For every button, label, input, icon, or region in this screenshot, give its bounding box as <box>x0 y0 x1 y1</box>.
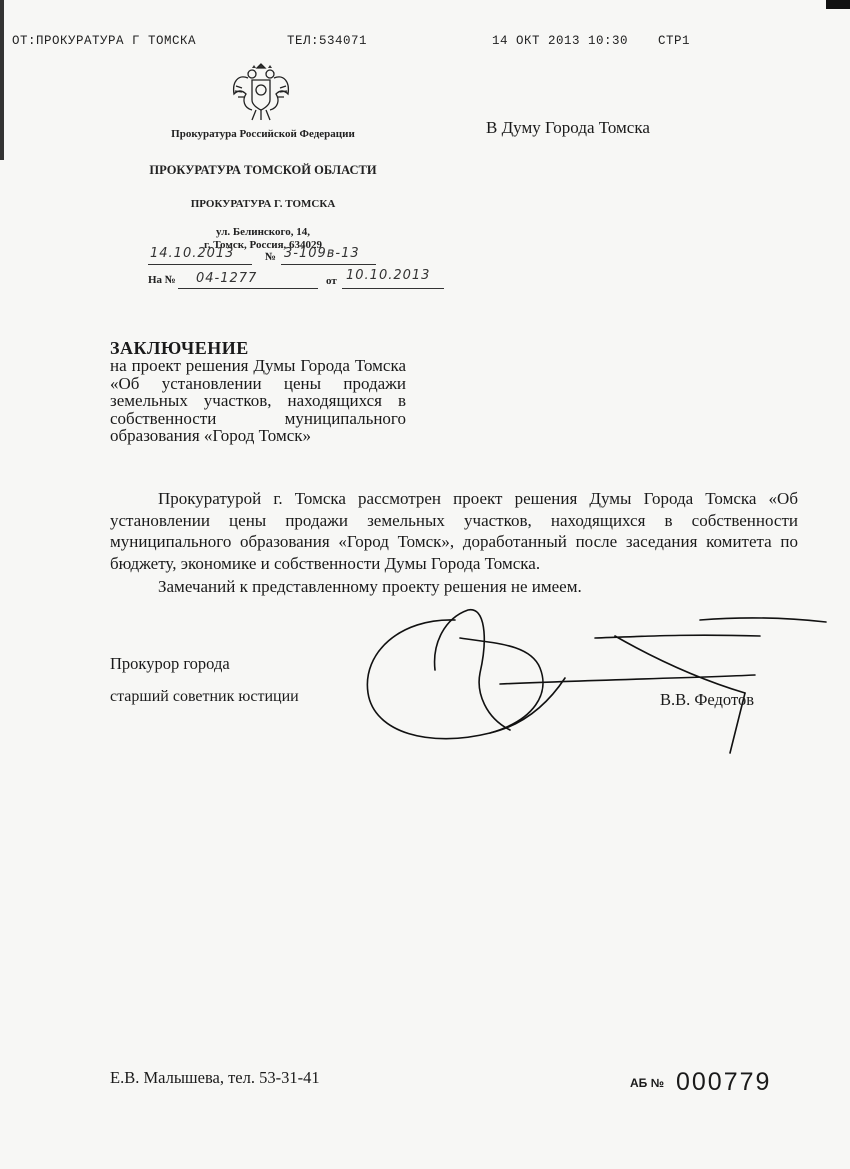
scan-edge-mark <box>0 0 4 160</box>
serial-label: АБ № <box>630 1076 665 1090</box>
reply-date-label: от <box>326 275 337 287</box>
fax-page: СТР1 <box>658 34 691 48</box>
fax-sender: ОТ:ПРОКУРАТУРА Г ТОМСКА <box>12 34 197 48</box>
registration-line <box>148 248 378 266</box>
fax-header <box>0 34 850 52</box>
reply-number: 04-1277 <box>196 271 258 286</box>
fax-datetime: 14 ОКТ 2013 10:30 <box>492 34 629 48</box>
serial-number: 000779 <box>676 1068 772 1096</box>
address-city: г. Томск, Россия, 634029 <box>203 239 323 251</box>
handwritten-signature-icon <box>360 598 830 758</box>
body-paragraph: Замечаний к представленному проекту решения не имеем. <box>158 577 582 596</box>
coat-of-arms-icon <box>228 60 294 124</box>
registration-number-label: № <box>265 251 277 263</box>
body-paragraph: Прокуратурой г. Томска рассмотрен проект решения Думы Города Томска «Об установлении цены продажи земельных участков, находящихся в собственности муниципального образования «Город Томск», доработанный после заседания комитета по бюджету, экономике и собственности Думы Города Томска. <box>110 489 798 573</box>
registration-date: 14.10.2013 <box>150 246 235 261</box>
document-title: ЗАКЛЮЧЕНИЕ <box>110 338 249 358</box>
org-city-office: ПРОКУРАТУРА Г. ТОМСКА <box>190 198 336 210</box>
signatory-position: Прокурор города <box>110 654 230 673</box>
reply-reference-line <box>148 268 448 292</box>
registration-number: 3-109в-13 <box>284 246 360 261</box>
org-regional-office: ПРОКУРАТУРА ТОМСКОЙ ОБЛАСТИ <box>149 163 377 177</box>
executor-contact: Е.В. Малышева, тел. 53-31-41 <box>110 1068 320 1087</box>
addressee: В Думу Города Томска <box>486 118 650 137</box>
reply-number-label: На № <box>148 274 176 286</box>
signatory-rank: старший советник юстиции <box>110 688 299 705</box>
org-ministry: Прокуратура Российской Федерации <box>171 128 355 140</box>
document-subject: на проект решения Думы Города Томска «Об установлении цены продажи земельных участков, находящихся в собственности муниципального образования «Город Томск» <box>110 356 406 445</box>
scan-edge-mark <box>826 0 850 9</box>
reply-date: 10.10.2013 <box>346 268 431 283</box>
address-street: ул. Белинского, 14, <box>216 226 310 238</box>
signatory-name: В.В. Федотов <box>660 690 754 709</box>
fax-phone: ТЕЛ:534071 <box>287 34 368 48</box>
document-body <box>110 488 798 598</box>
